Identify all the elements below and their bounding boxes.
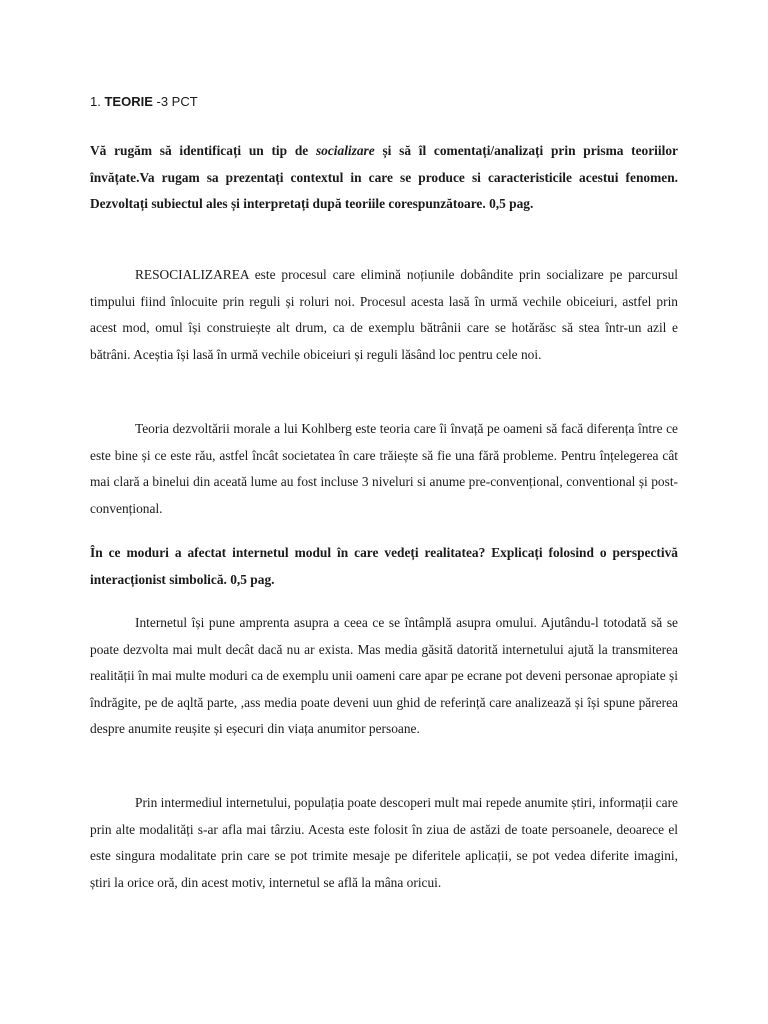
question-2: În ce moduri a afectat internetul modul în care vedeți realitatea? Explicați folosind o perspectivă interacționist simbolică. 0,5 pag.: [90, 545, 678, 587]
heading-title: TEORIE: [104, 94, 153, 109]
paragraph-resocializarea: RESOCIALIZAREA este procesul care elimină noțiunile dobândite prin socializare pe parcursul timpului fiind înlocuite prin reguli și roluri noi. Procesul acesta lasă în urmă vechile obiceiuri, astfel prin acest mod, omul își construiește alt drum, ca de exemplu bătrânii care se hotărăsc să stea într-un azil e bătrâni. Aceștia își lasă în urmă vechile obiceiuri și reguli lăsând loc pentru cele noi.: [90, 267, 678, 362]
paragraph-internet-2: Prin intermediul internetului, populația poate descoperi mult mai repede anumite știri, informații care prin alte modalități s-ar afla mai târziu. Acesta este folosit în ziua de astăzi de toate persoanele, deoarece el este singura modalitate prin care se pot trimite mesaje pe diferitele aplicații, se pot vedea diferite imagini, știri la orice oră, din acest motiv, internetul se află la mâna oricui.: [90, 795, 678, 890]
paragraph-kohlberg: Teoria dezvoltării morale a lui Kohlberg este teoria care îi învață pe oameni să facă diferența între ce este bine și ce este rău, astfel încât societatea în care trăiește să fie una fără probleme. Pentru înțelegerea cât mai clară a binelui din aceată lume au fost incluse 3 niveluri si anume pre-convențional, conventional și post-convențional.: [90, 421, 678, 516]
question-1-italic-term: socializare: [315, 143, 375, 158]
question-1-start: Vă rugăm să identificați un tip de: [90, 143, 316, 158]
paragraph-internet-1: Internetul își pune amprenta asupra a ceea ce se întâmplă asupra omului. Ajutându-l totodată să se poate dezvolta mai mult decât dacă nu ar exista. Mas media găsită datorită internetului ajută la transmiterea realității în mai multe moduri ca de exemplu unii oameni care apar pe ecrane pot deveni personae apropiate și îndrăgite, pe de aqltă parte, ,ass media poate deveni uun ghid de referință care analizează și își spune părerea despre anumite reușite și eșecuri din viața anumitor persoane.: [90, 615, 678, 736]
section-heading: [90, 94, 198, 109]
heading-number: 1.: [90, 94, 101, 109]
question-1: [90, 138, 678, 218]
heading-points: -3 PCT: [156, 94, 198, 109]
question-1-end: și să îl comentați/analizați prin prisma teoriilor învățate.Va rugam sa prezentați contextul in care se produce si caracteristicile acestui fenomen. Dezvoltați subiectul ales și interpretați după teoriile corespunzătoare. 0,5 pag.: [90, 143, 678, 211]
